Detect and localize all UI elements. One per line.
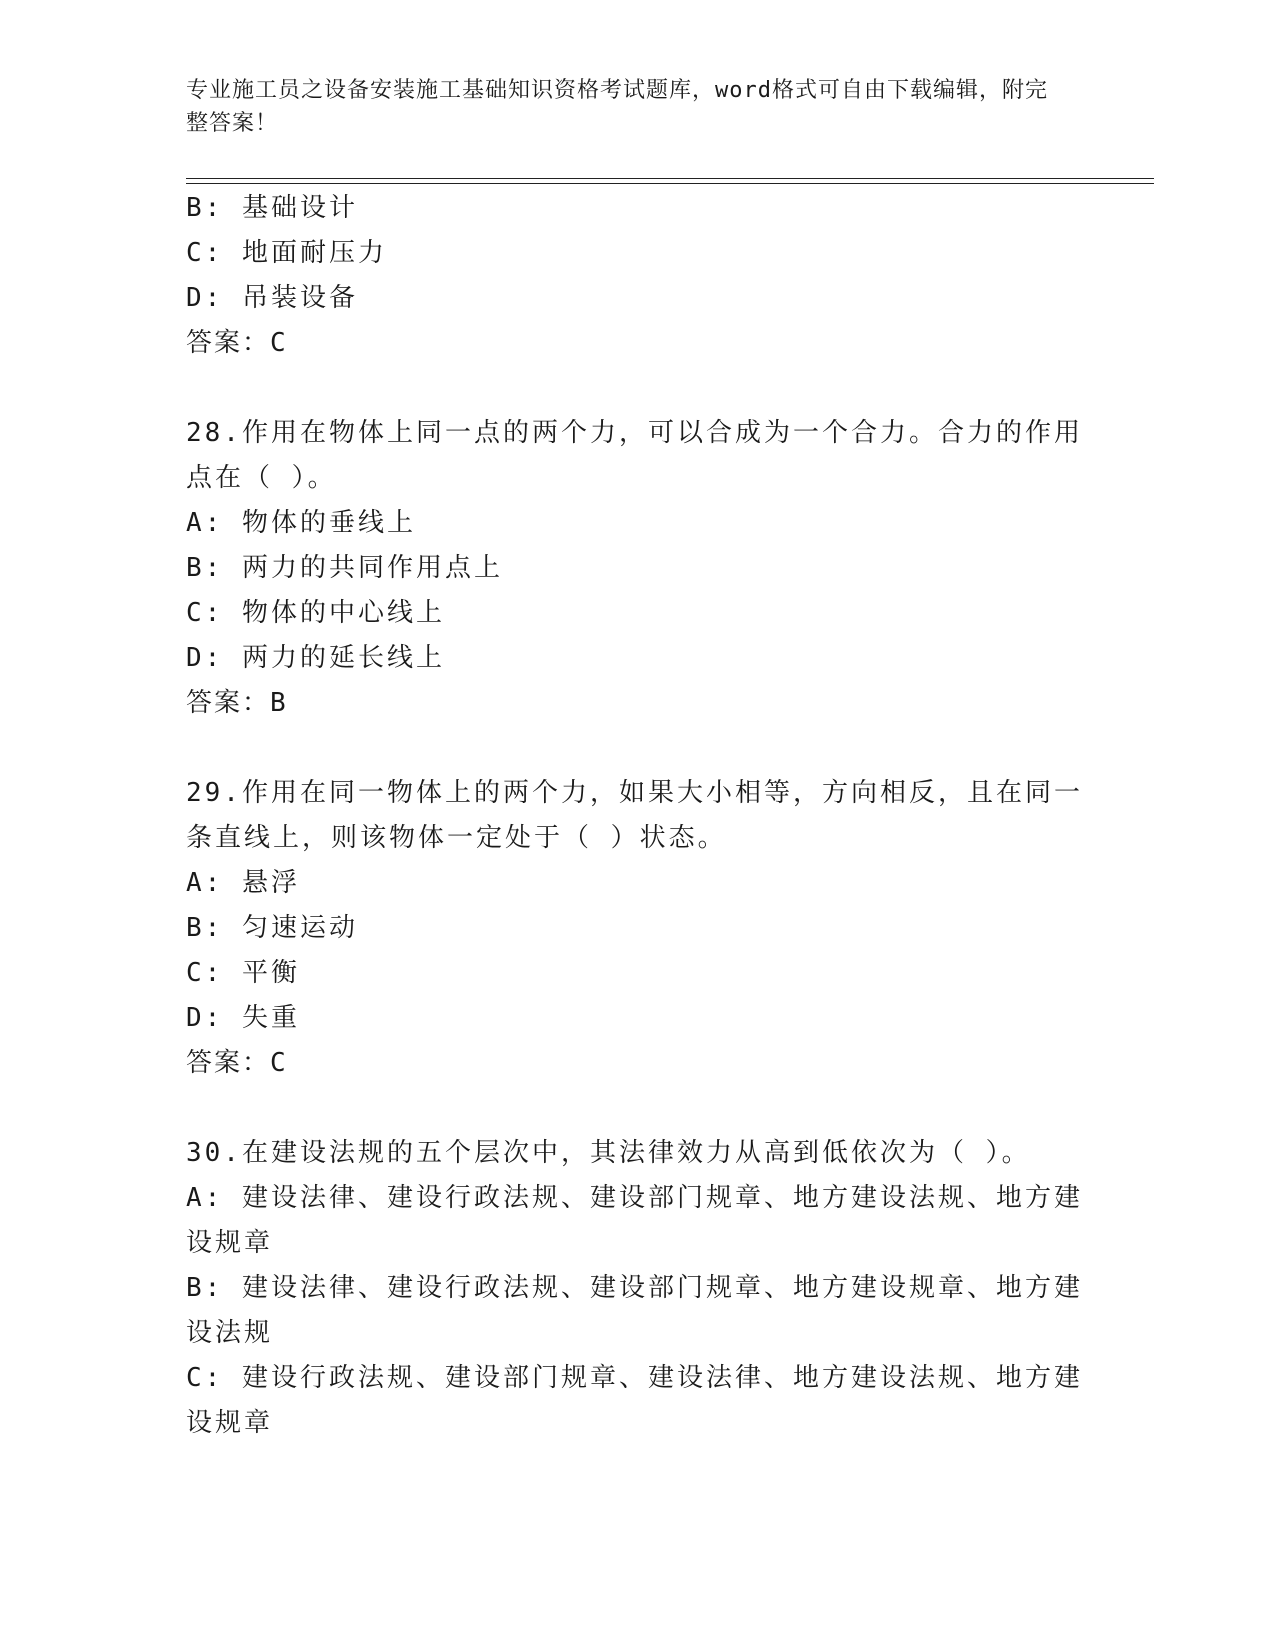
option-d: D: 两力的延长线上 [186,643,445,673]
option-b-continued: 设法规 [186,1318,274,1348]
question-stem: 30.在建设法规的五个层次中，其法律效力从高到低依次为（ ）。 [186,1138,1031,1168]
answer-label: 答案： [186,328,271,358]
answer-label: 答案： [186,1048,271,1078]
option-b: B: 建设法律、建设行政法规、建设部门规章、地方建设规章、地方建 [186,1273,1083,1303]
header-rule-bottom [186,183,1154,184]
option-b: B: 匀速运动 [186,913,358,943]
option-b: B: 两力的共同作用点上 [186,553,503,583]
option-c: C: 地面耐压力 [186,238,387,268]
option-b: B: 基础设计 [186,193,358,223]
answer-value: C [270,1048,286,1078]
answer-line [186,1046,286,1080]
answer-line [186,686,286,720]
option-c: C: 物体的中心线上 [186,598,445,628]
option-c: C: 平衡 [186,958,300,988]
option-c: C: 建设行政法规、建设部门规章、建设法律、地方建设法规、地方建 [186,1363,1083,1393]
answer-label: 答案： [186,688,271,718]
option-d: D: 吊装设备 [186,283,358,313]
option-a: A: 物体的垂线上 [186,508,416,538]
option-a-continued: 设规章 [186,1228,274,1258]
answer-value: C [270,328,286,358]
header-rule-top [186,178,1154,179]
answer-line [186,326,286,360]
question-stem-continued: 点在（ ）。 [186,463,337,493]
option-a: A: 悬浮 [186,868,300,898]
option-d: D: 失重 [186,1003,300,1033]
question-stem: 28.作用在物体上同一点的两个力，可以合成为一个合力。合力的作用 [186,418,1083,448]
page-header: 专业施工员之设备安装施工基础知识资格考试题库，word格式可自由下载编辑，附完整答案！ [186,78,1048,136]
option-c-continued: 设规章 [186,1408,274,1438]
option-a: A: 建设法律、建设行政法规、建设部门规章、地方建设法规、地方建 [186,1183,1083,1213]
question-stem: 29.作用在同一物体上的两个力，如果大小相等，方向相反，且在同一 [186,778,1083,808]
answer-value: B [270,688,286,718]
question-stem-continued: 条直线上，则该物体一定处于（ ）状态。 [186,823,727,853]
